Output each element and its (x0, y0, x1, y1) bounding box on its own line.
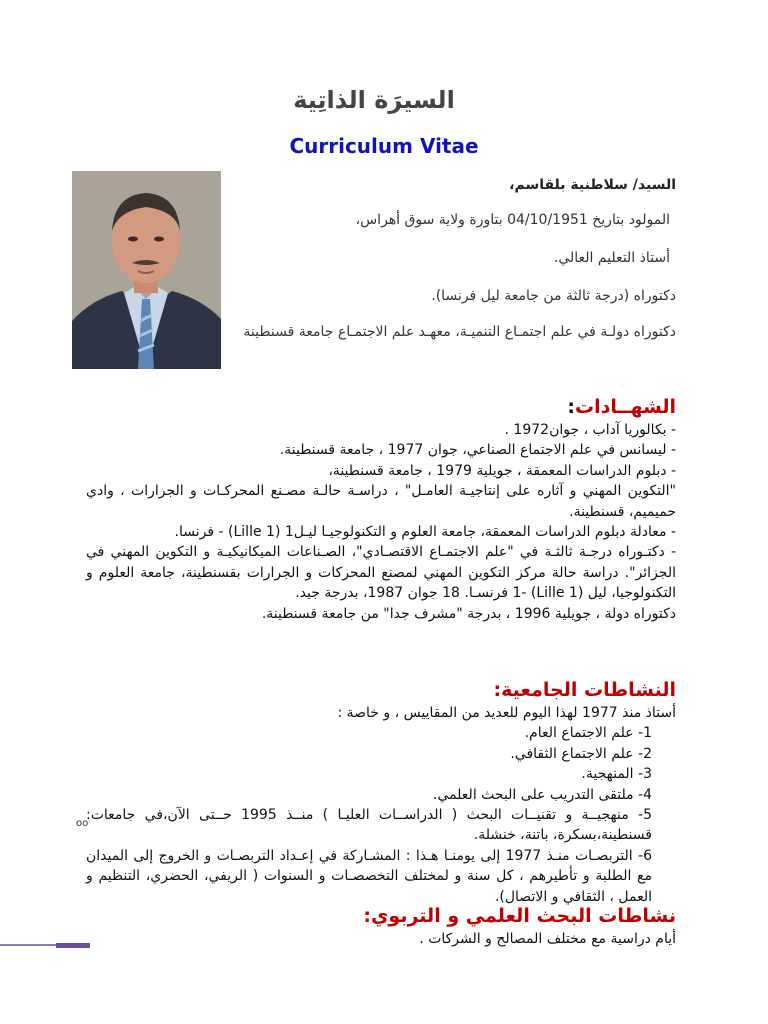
margin-mark: oo (76, 818, 89, 829)
list-item: 1- علم الاجتماع العام. (524, 725, 652, 742)
academic-position: أستاذ التعليم العالي. (553, 250, 670, 266)
page-title-arabic: السيرَة الذاتِية (293, 86, 455, 114)
activities-list (86, 723, 676, 907)
certificates-heading: الشهــادات: (567, 396, 676, 418)
certificate-line: - دكتـوراه درجـة ثالثـة في "علم الاجتمـاع الاقتصـادي"، الصـناعات الميكانيكيـة و التكوين المهني في الجزائر". دراسة حالة مركز التكوين المهني لمصنع المحركات و الجرارات بقسنطينة، جامعة العلوم و التكنولوجيا، ليل (Lille 1) -1 فرنسـا. 18 جوان 1987، بدرجة جيد. (86, 544, 676, 602)
certificate-line: "التكوين المهني و آثاره على إنتاجيـة العامـل" ، دراسـة حالـة مصـنع المحركـات و الجرارات ، وادي حميميم، قسنطينة. (86, 483, 676, 520)
birth-info: المولود بتاريخ 04/10/1951 بتاورة ولاية سوق أهراس، (355, 212, 670, 228)
list-item: 2- علم الاجتماع الثقافي. (510, 745, 652, 762)
research-section (86, 903, 676, 949)
footer-rule (0, 944, 56, 946)
page-title-english: Curriculum Vitae (289, 134, 479, 158)
certificate-line: دكتوراه دولة ، جويلية 1996 ، بدرجة "مشرف جدا" من جامعة قسنطينة. (261, 605, 676, 622)
activities-intro: أستاذ منذ 1977 لهذا اليوم للعديد من المقاييس ، و خاصة : (337, 705, 676, 721)
certificate-line: - ليسانس في علم الاجتماع الصناعي، جوان 1977 ، جامعة قسنطينة. (279, 442, 676, 459)
certificates-section (86, 394, 676, 624)
certificate-line: - معادلة دبلوم الدراسات المعمقة، جامعة العلوم و التكنولوجيـا ليـل1 (Lille 1) - فرنسا. (174, 524, 676, 541)
list-item: 3- المنهجية. (581, 766, 652, 783)
activities-heading: النشاطات الجامعية: (493, 679, 676, 701)
list-item: 4- ملتقى التدريب على البحث العلمي. (432, 786, 652, 803)
list-item: 6- التربصـات منـذ 1977 إلى يومنـا هـذا : المشـاركة في إعـداد التربصـات و الخروج إلى الميدان مع الطلبة و تأطيرهم ، كل سنة و لمختلف التخصصـات و السنوات ( الريفي، الحضري، التنظيم و العمل ، الثقافي و الاتصال). (86, 847, 652, 905)
certificate-line: - بكالوريا آداب ، جوان1972 . (504, 422, 676, 438)
activities-section (86, 677, 676, 907)
research-heading: نشاطات البحث العلمي و التربوي: (363, 905, 676, 927)
portrait-illustration (72, 171, 221, 369)
portrait-photo (72, 171, 221, 369)
list-item: 5- منهجيــة و تقنيــات البحث ( الدراســات العليـا ) منــذ 1995 حــتى الآن،في جامعات: قسنطينة،بسكرة، باتنة، خنشلة. (86, 807, 652, 844)
person-name: السيد/ سلاطنية بلقاسم، (509, 177, 676, 193)
doctorate-info: دكتوراه (درجة ثالثة من جامعة ليل فرنسا). (431, 288, 676, 304)
research-line: أيام دراسية مع مختلف المصالح و الشركات . (419, 931, 676, 947)
footer-accent (56, 943, 90, 948)
state-doctorate-info: دكتوراه دولـة في علم اجتمـاع التنميـة، معهـد علم الاجتمـاع جامعة قسنطينة (243, 324, 676, 340)
certificate-line: - دبلوم الدراسات المعمقة ، جويلية 1979 ، جامعة قسنطينة، (328, 462, 676, 479)
